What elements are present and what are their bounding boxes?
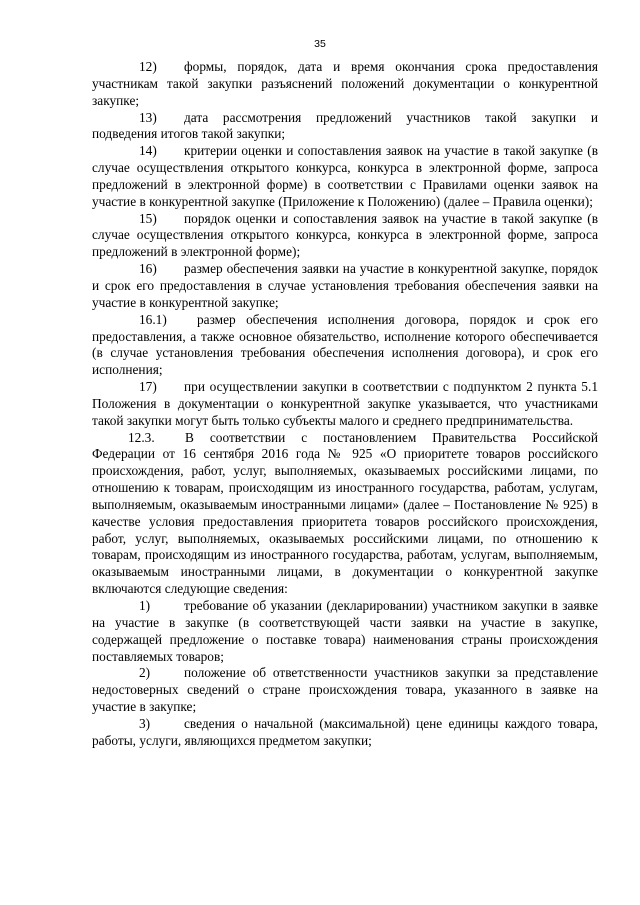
sub-item-3 [92, 716, 598, 750]
list-item-16 [92, 261, 598, 312]
section-number: 12.3. [128, 429, 155, 445]
item-text: требование об указании (декларировании) участником закупки в заявке на участие в закупке (в соответствующей части заявки на участие в закупке, содержащей предложение о поставке товара) наименования страны происхождения поставляемых товаров; [92, 598, 598, 664]
item-text: при осуществлении закупки в соответствии с подпунктом 2 пункта 5.1 Положения в документации о конкурентной закупке указывается, что участниками такой закупки могут быть только субъекты малого и среднего предпринимательства. [92, 379, 598, 428]
list-item-16-1 [92, 312, 598, 379]
sub-item-2 [92, 665, 598, 716]
item-number: 17) [139, 379, 157, 395]
item-text: формы, порядок, дата и время окончания срока предоставления участникам такой закупки разъяснений положений документации о конкурентной закупке; [92, 59, 598, 108]
list-item-15 [92, 211, 598, 262]
item-number: 2) [139, 665, 151, 681]
list-item-12 [92, 59, 598, 110]
item-number: 3) [139, 715, 151, 731]
item-number: 1) [139, 598, 151, 613]
item-text: сведения о начальной (максимальной) цене единицы каждого товара, работы, услуги, являющихся предметом закупки; [92, 715, 598, 748]
list-item-13 [92, 110, 598, 144]
item-number: 16) [139, 261, 157, 277]
document-body [92, 59, 598, 750]
item-text: размер обеспечения исполнения договора, порядок и срок его предоставления, а также основное обязательство, исполнение которого обеспечивается (в случае установления требования обеспечения исполнения договора), и срок его исполнения; [92, 311, 598, 378]
item-number: 12) [139, 59, 157, 74]
item-text: дата рассмотрения предложений участников такой закупки и подведения итогов такой закупки; [92, 109, 598, 142]
item-text: порядок оценки и сопоставления заявок на участие в такой закупке (в случае осуществления открытого конкурса, конкурса в электронной форме, запроса предложений в электронной форме); [92, 210, 598, 260]
item-number: 14) [139, 143, 157, 159]
page-number: 35 [314, 38, 326, 50]
list-item-17 [92, 379, 598, 430]
section-text: В соответствии с постановлением Правительства Российской Федерации от 16 сентября 2016 года № 925 «О приоритете товаров российского происхождения, работ, услуг, выполняемых, оказываемых российскими лицами, по отношению к товарам, происходящим из иностранного государства, работам, услугам, выполняемым, оказываемым иностранными лицами» (далее – Постановление № 925) в качестве условия предоставления приоритета товаров российского происхождения, работ, услуг, выполняемых, оказываемых российскими лицами, по отношению к товарам, происходящим из иностранного государства, работам, услугам, выполняемым, оказываемым иностранными лицами, в документации о конкурентной закупке включаются следующие сведения: [92, 429, 598, 597]
item-number: 13) [139, 109, 157, 125]
sub-item-1 [92, 598, 598, 665]
item-text: положение об ответственности участников закупки за представление недостоверных сведений о стране происхождения товара, указанного в заявке на участие в закупке; [92, 665, 598, 715]
item-text: размер обеспечения заявки на участие в конкурентной закупке, порядок и срок его предоставления в случае установления требования обеспечения заявки на участие в конкурентной закупке; [92, 261, 598, 310]
item-text: критерии оценки и сопоставления заявок на участие в такой закупке (в случае осуществления открытого конкурса, конкурса в электронной форме, запроса предложений в электронной форме) в соответствии с Правилами оценки заявок на участие в конкурентной закупке (Приложение к Положению) (далее – Правила оценки); [92, 143, 598, 209]
list-item-14 [92, 143, 598, 210]
section-12-3 [92, 430, 598, 598]
item-number: 15) [139, 210, 157, 226]
item-number: 16.1) [139, 311, 167, 327]
